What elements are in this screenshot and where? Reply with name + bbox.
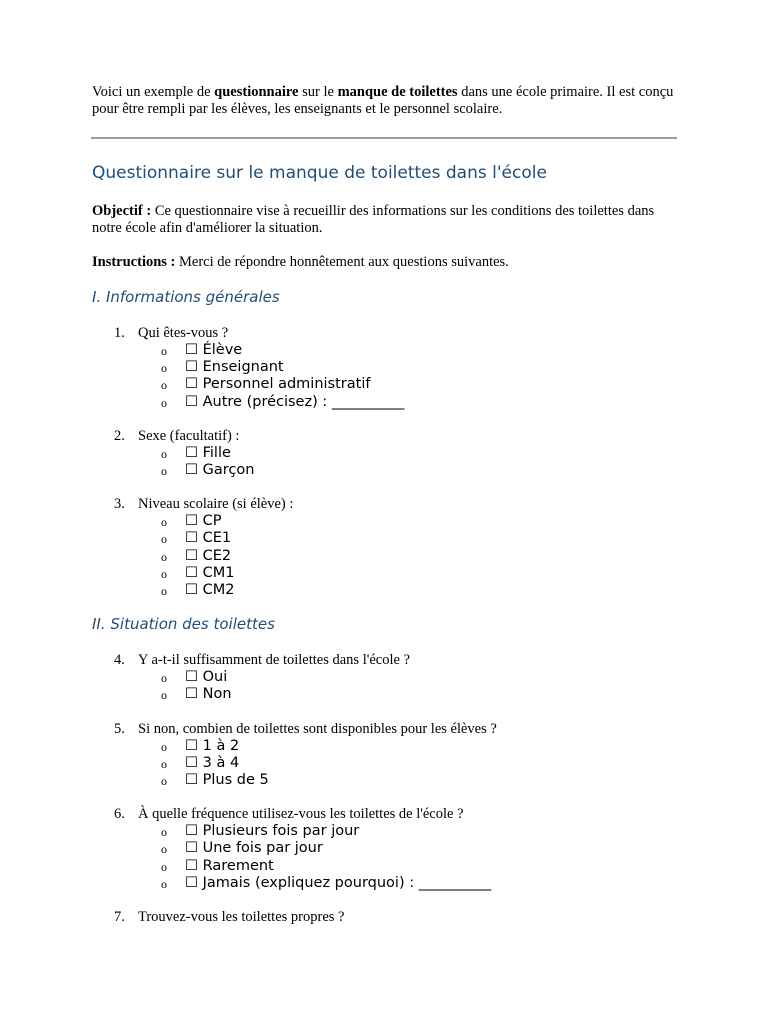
- bullet-icon: o: [161, 876, 167, 891]
- instructions-text: Merci de répondre honnêtement aux questions suivantes.: [175, 254, 509, 270]
- option-label: Oui: [202, 669, 228, 686]
- document-page: [92, 84, 680, 926]
- option-label: Fille: [202, 444, 231, 461]
- bullet-icon: o: [161, 842, 167, 857]
- option-label: CP: [202, 513, 222, 530]
- bullet-icon: o: [161, 566, 167, 581]
- question-item: [92, 496, 680, 599]
- question-number: 6.: [114, 806, 125, 823]
- option-list: [138, 669, 680, 703]
- question-text: Qui êtes-vous ?: [138, 325, 229, 341]
- bullet-icon: o: [161, 739, 167, 754]
- bullet-icon: o: [161, 859, 167, 874]
- option-item[interactable]: [92, 875, 680, 892]
- horizontal-rule: [91, 137, 677, 139]
- option-item[interactable]: [92, 772, 680, 789]
- option-label: Garçon: [202, 462, 255, 479]
- question-item: [92, 909, 680, 926]
- question-number: 5.: [114, 720, 125, 737]
- checkbox-icon[interactable]: ☐: [185, 376, 203, 393]
- checkbox-icon[interactable]: ☐: [185, 393, 203, 410]
- option-item[interactable]: [92, 548, 680, 565]
- checkbox-icon[interactable]: ☐: [185, 359, 203, 376]
- option-label: CE2: [202, 547, 232, 564]
- bullet-icon: o: [161, 361, 167, 376]
- checkbox-icon[interactable]: ☐: [185, 530, 203, 547]
- option-label: Jamais (expliquez pourquoi) : __________: [202, 874, 492, 891]
- bullet-icon: o: [161, 446, 167, 461]
- option-list: [138, 342, 680, 411]
- bullet-icon: o: [161, 515, 167, 530]
- intro-text-1: Voici un exemple de: [92, 84, 215, 100]
- intro-text-3: dans une école primaire. Il est conçu pour être rempli par les élèves, les enseignants et le personnel scolaire.: [92, 84, 674, 117]
- option-item[interactable]: [92, 755, 680, 772]
- bullet-icon: o: [161, 464, 167, 479]
- question-text: Y a-t-il suffisamment de toilettes dans l'école ?: [138, 652, 410, 669]
- intro-bold-manque: manque de toilettes: [337, 84, 458, 100]
- bullet-icon: o: [161, 756, 167, 771]
- option-item[interactable]: [92, 565, 680, 582]
- question-item: [92, 652, 680, 703]
- option-label: Non: [202, 686, 232, 703]
- checkbox-icon[interactable]: ☐: [185, 857, 203, 874]
- option-label: CE1: [202, 530, 232, 547]
- option-item[interactable]: [92, 445, 680, 462]
- question-number: 2.: [114, 427, 125, 444]
- bullet-icon: o: [161, 344, 167, 358]
- question-item: [92, 428, 680, 479]
- bullet-icon: o: [161, 825, 167, 840]
- objective-paragraph: [92, 203, 680, 237]
- page-title: Questionnaire sur le manque de toilettes dans l'école: [92, 163, 547, 183]
- checkbox-icon[interactable]: ☐: [185, 547, 203, 564]
- option-label: Élève: [202, 342, 243, 358]
- option-list: [138, 513, 680, 599]
- option-item[interactable]: [92, 858, 680, 875]
- bullet-icon: o: [161, 584, 167, 599]
- section-heading: I. Informations générales: [92, 288, 280, 306]
- instructions-paragraph: [92, 254, 680, 271]
- option-item[interactable]: [92, 342, 680, 359]
- question-number: 7.: [114, 909, 125, 926]
- objective-label: Objectif :: [92, 203, 152, 219]
- option-label: CM2: [202, 582, 235, 599]
- option-list: [138, 738, 680, 790]
- option-item[interactable]: [92, 530, 680, 547]
- question-item: [92, 325, 680, 411]
- option-label: 1 à 2: [202, 737, 240, 754]
- bullet-icon: o: [161, 378, 167, 393]
- bullet-icon: o: [161, 532, 167, 547]
- checkbox-icon[interactable]: ☐: [185, 772, 203, 789]
- checkbox-icon[interactable]: ☐: [185, 840, 203, 857]
- option-label: Plusieurs fois par jour: [202, 823, 360, 840]
- option-label: Plus de 5: [202, 772, 269, 789]
- checkbox-icon[interactable]: ☐: [185, 823, 203, 840]
- option-item[interactable]: [92, 669, 680, 686]
- option-item[interactable]: [92, 738, 680, 755]
- checkbox-icon[interactable]: ☐: [185, 444, 203, 461]
- intro-paragraph: [92, 84, 680, 118]
- question-text: À quelle fréquence utilisez-vous les toilettes de l'école ?: [138, 806, 464, 823]
- intro-text-2: sur le: [298, 84, 338, 100]
- option-label: CM1: [202, 564, 235, 581]
- option-item[interactable]: [92, 582, 680, 599]
- option-item[interactable]: [92, 840, 680, 857]
- option-item[interactable]: [92, 462, 680, 479]
- question-list: [92, 652, 680, 926]
- checkbox-icon[interactable]: ☐: [185, 874, 203, 891]
- section-heading: II. Situation des toilettes: [92, 615, 275, 634]
- question-text: Sexe (facultatif) :: [138, 427, 240, 444]
- checkbox-icon[interactable]: ☐: [185, 513, 203, 530]
- option-label: Rarement: [202, 857, 274, 874]
- option-list: [138, 823, 680, 892]
- option-list: [138, 445, 680, 479]
- option-label: 3 à 4: [202, 754, 240, 771]
- bullet-icon: o: [161, 395, 167, 410]
- bullet-icon: o: [161, 688, 167, 703]
- question-item: [92, 806, 680, 892]
- question-number: 3.: [114, 496, 125, 513]
- question-text: Trouvez-vous les toilettes propres ?: [138, 909, 345, 926]
- checkbox-icon[interactable]: ☐: [185, 462, 203, 479]
- option-item[interactable]: [92, 376, 680, 393]
- intro-bold-questionnaire: questionnaire: [214, 84, 299, 100]
- checkbox-icon[interactable]: ☐: [185, 754, 203, 771]
- question-number: 4.: [114, 652, 125, 669]
- checkbox-icon[interactable]: ☐: [185, 342, 203, 358]
- checkbox-icon[interactable]: ☐: [185, 737, 203, 754]
- option-label: Autre (précisez) : __________: [202, 393, 405, 410]
- option-label: Une fois par jour: [202, 840, 323, 857]
- option-item[interactable]: [92, 359, 680, 376]
- instructions-label: Instructions :: [92, 254, 176, 270]
- checkbox-icon[interactable]: ☐: [185, 564, 203, 581]
- checkbox-icon[interactable]: ☐: [185, 686, 203, 703]
- checkbox-icon[interactable]: ☐: [185, 669, 203, 686]
- option-label: Personnel administratif: [202, 376, 371, 393]
- question-text: Niveau scolaire (si élève) :: [138, 496, 294, 513]
- option-item[interactable]: [92, 686, 680, 703]
- objective-text: Ce questionnaire vise à recueillir des informations sur les conditions des toilettes dans notre école afin d'améliorer la situation.: [92, 203, 655, 236]
- questionnaire-sections: [92, 288, 680, 926]
- bullet-icon: o: [161, 549, 167, 564]
- option-item[interactable]: [92, 513, 680, 530]
- question-list: [92, 325, 680, 599]
- option-item[interactable]: [92, 394, 680, 411]
- option-label: Enseignant: [202, 359, 284, 376]
- bullet-icon: o: [161, 774, 167, 789]
- checkbox-icon[interactable]: ☐: [185, 582, 203, 599]
- question-text: Si non, combien de toilettes sont disponibles pour les élèves ?: [138, 720, 497, 737]
- question-number: 1.: [114, 325, 125, 341]
- bullet-icon: o: [161, 671, 167, 686]
- option-item[interactable]: [92, 823, 680, 840]
- question-item: [92, 721, 680, 790]
